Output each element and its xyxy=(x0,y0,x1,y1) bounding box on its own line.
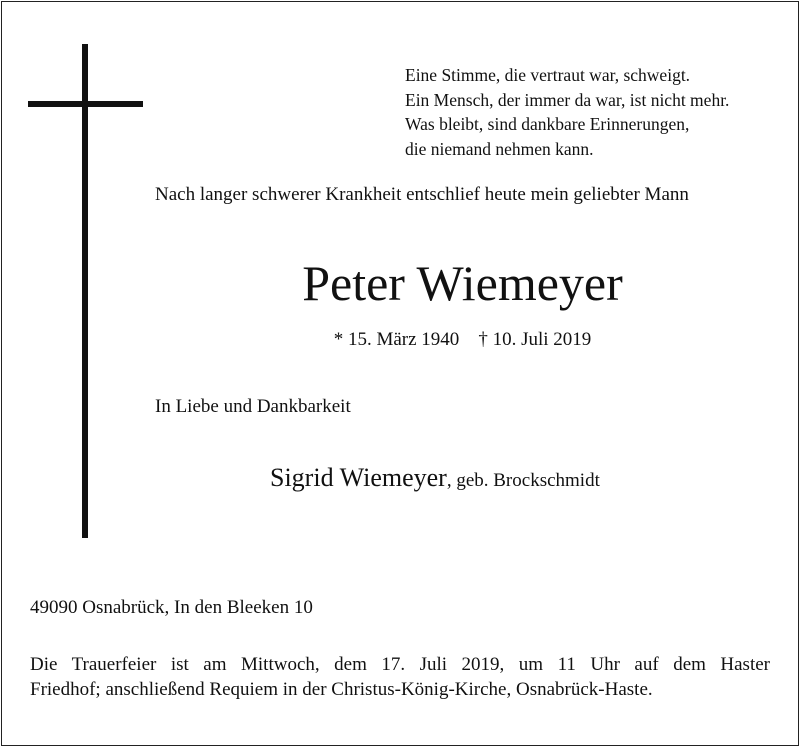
address: 49090 Osnabrück, In den Bleeken 10 xyxy=(30,597,313,618)
poem-line-3: Was bleibt, sind dankbare Erinnerungen, xyxy=(405,114,690,134)
funeral-line-1: Die Trauerfeier ist am Mittwoch, dem 17. Juli 2019, um 11 Uhr auf dem Haster xyxy=(30,654,770,675)
death-date: † 10. Juli 2019 xyxy=(478,329,592,350)
poem-line-2: Ein Mensch, der immer da war, ist nicht mehr. xyxy=(405,89,730,110)
funeral-line-2: Friedhof; anschließend Requiem in der Christus-König-Kirche, Osnabrück-Haste. xyxy=(30,679,653,700)
birth-date: * 15. März 1940 xyxy=(333,329,460,350)
signer-maiden-name: , geb. Brockschmidt xyxy=(446,470,600,491)
funeral-info xyxy=(30,652,770,702)
poem-line-4: die niemand nehmen kann. xyxy=(405,138,594,159)
deceased-name: Peter Wiemeyer xyxy=(302,255,623,311)
memorial-poem xyxy=(405,63,775,161)
cross-horizontal-bar xyxy=(28,101,143,107)
signer xyxy=(270,461,600,498)
closing-text: In Liebe und Dankbarkeit xyxy=(155,396,351,417)
cross-vertical-bar xyxy=(82,44,88,538)
signer-name: Sigrid Wiemeyer xyxy=(270,463,447,492)
life-dates xyxy=(154,328,771,352)
poem-line-1: Eine Stimme, die vertraut war, schweigt. xyxy=(405,65,691,85)
intro-text: Nach langer schwerer Krankheit entschlief heute mein geliebter Mann xyxy=(155,184,689,205)
